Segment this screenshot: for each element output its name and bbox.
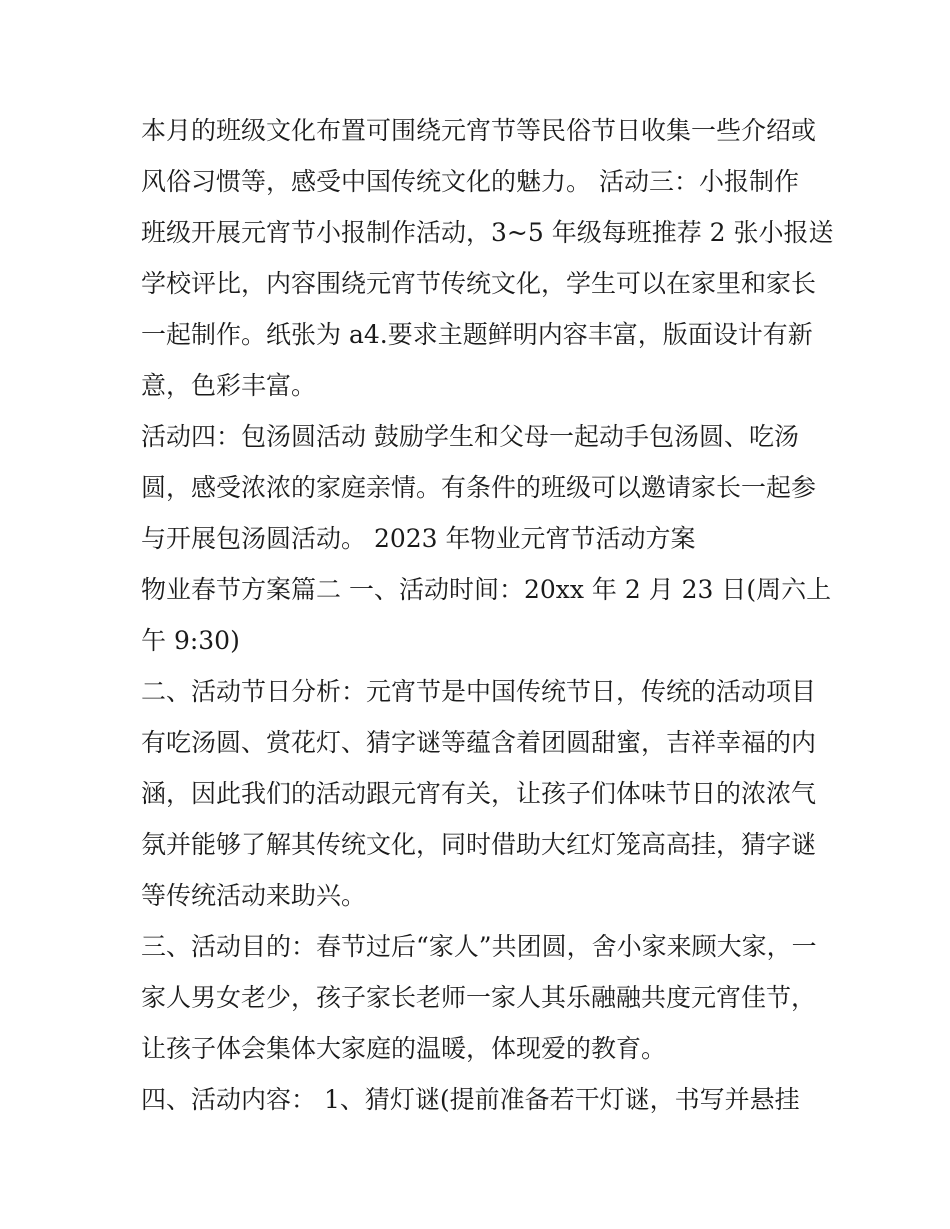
text-line: 本月的班级文化布置可围绕元宵节等民俗节日收集一些介绍或 (141, 116, 817, 145)
text-line: 意，色彩丰富。 (141, 371, 317, 400)
text-line: 二、活动节日分析：元宵节是中国传统节日，传统的活动项目 (141, 677, 817, 706)
text-line: 家人男女老少，孩子家长老师一家人其乐融融共度元宵佳节， (141, 983, 817, 1012)
text-line: 有吃汤圆、赏花灯、猜字谜等蕴含着团圆甜蜜，吉祥幸福的内 (141, 728, 817, 757)
text-line: 活动四：包汤圆活动 鼓励学生和父母一起动手包汤圆、吃汤 (141, 422, 799, 451)
text-line: 让孩子体会集体大家庭的温暖，体现爱的教育。 (141, 1034, 667, 1063)
text-line: 氛并能够了解其传统文化，同时借助大红灯笼高高挂，猜字谜 (141, 830, 817, 859)
text-line: 三、活动目的：春节过后“家人”共团圆，舍小家来顾大家，一 (141, 932, 817, 961)
document-body (141, 105, 834, 1125)
text-line: 班级开展元宵节小报制作活动，3~5 年级每班推荐 2 张小报送 (141, 218, 834, 247)
text-line: 物业春节方案篇二 一、活动时间：20xx 年 2 月 23 日(周六上 (141, 575, 832, 604)
text-line: 风俗习惯等，感受中国传统文化的魅力。 活动三：小报制作 (141, 167, 799, 196)
text-line: 与开展包汤圆活动。 2023 年物业元宵节活动方案 (141, 524, 696, 553)
text-line: 等传统活动来助兴。 (141, 881, 367, 910)
text-line: 圆，感受浓浓的家庭亲情。有条件的班级可以邀请家长一起参 (141, 473, 817, 502)
text-line: 午 9:30) (141, 626, 240, 655)
text-line: 一起制作。纸张为 a4.要求主题鲜明内容丰富，版面设计有新 (141, 320, 813, 349)
text-line: 涵，因此我们的活动跟元宵有关，让孩子们体味节日的浓浓气 (141, 779, 817, 808)
text-line: 四、活动内容： 1、猜灯谜(提前准备若干灯谜，书写并悬挂 (141, 1085, 800, 1114)
text-line: 学校评比，内容围绕元宵节传统文化，学生可以在家里和家长 (141, 269, 817, 298)
